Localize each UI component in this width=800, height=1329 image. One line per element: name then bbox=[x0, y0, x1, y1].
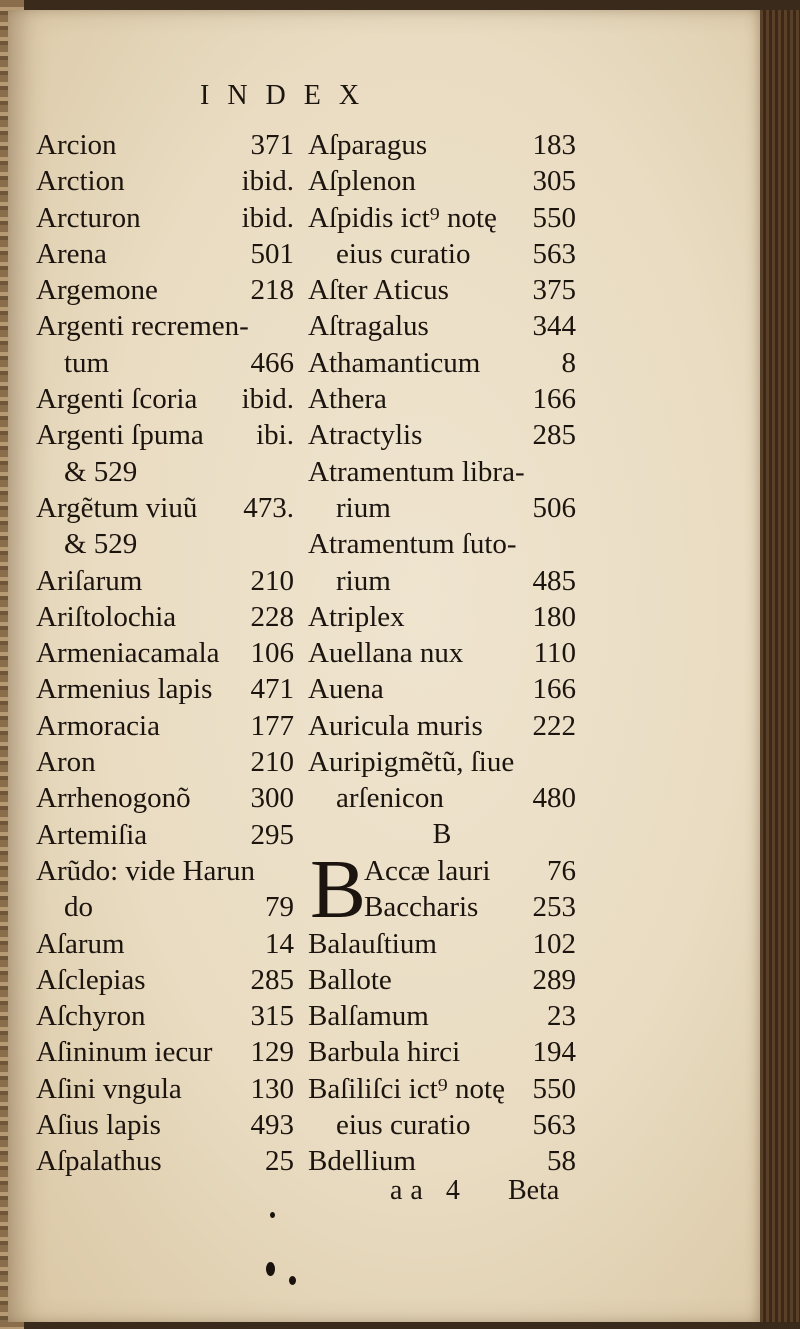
entry-name: Baſiliſci ict⁹ notę bbox=[308, 1072, 505, 1105]
entry-page: 222 bbox=[532, 709, 576, 742]
index-entry bbox=[36, 163, 294, 199]
entry-name: Aſchyron bbox=[36, 1000, 146, 1033]
entry-page: 466 bbox=[250, 346, 294, 379]
index-entry bbox=[308, 926, 576, 962]
index-entry bbox=[36, 1107, 294, 1143]
index-entry bbox=[308, 454, 576, 490]
index-entry bbox=[36, 417, 294, 453]
entry-name: Aſparagus bbox=[308, 129, 428, 161]
index-entry bbox=[36, 889, 294, 925]
entry-name: Armeniacamala bbox=[36, 637, 220, 670]
entry-name: tum bbox=[64, 346, 110, 379]
index-entry bbox=[308, 962, 576, 998]
entry-name: Accæ lauri bbox=[364, 854, 491, 887]
index-entry bbox=[36, 744, 294, 780]
entry-page: 129 bbox=[250, 1036, 294, 1069]
entry-name: Balauſtium bbox=[308, 927, 437, 960]
entry-name: Aſpidis ict⁹ notę bbox=[308, 201, 497, 234]
entry-name: Ballote bbox=[308, 963, 392, 996]
entry-page: 166 bbox=[532, 383, 576, 416]
index-entry bbox=[308, 163, 576, 199]
entry-page: ibi. bbox=[256, 419, 294, 452]
entry-name: Arcturon bbox=[36, 201, 141, 234]
index-entry bbox=[308, 236, 576, 272]
entry-page: 375 bbox=[532, 274, 576, 307]
entry-page: 8 bbox=[561, 346, 576, 379]
entry-page: 563 bbox=[532, 237, 576, 270]
entry-page: 289 bbox=[532, 963, 576, 996]
entry-page: 471 bbox=[250, 673, 294, 706]
index-entry bbox=[308, 345, 576, 381]
entry-name: Armenius lapis bbox=[36, 673, 213, 706]
entry-page: 58 bbox=[547, 1145, 576, 1178]
entry-name: Argẽtum viuũ bbox=[36, 491, 198, 524]
entry-name: Aſius lapis bbox=[36, 1109, 161, 1142]
entry-page: 130 bbox=[250, 1072, 294, 1105]
index-entry bbox=[36, 127, 294, 163]
index-entry bbox=[36, 272, 294, 308]
entry-name: Artemiſia bbox=[36, 818, 148, 851]
entry-name: & 529 bbox=[64, 455, 138, 488]
index-entry bbox=[364, 853, 576, 889]
entry-page: 285 bbox=[532, 419, 576, 452]
page-edges bbox=[760, 10, 800, 1322]
entry-page: 180 bbox=[532, 600, 576, 633]
entry-name: eius curatio bbox=[336, 237, 471, 270]
entry-page: 285 bbox=[250, 963, 294, 996]
entry-name: Baccharis bbox=[364, 891, 479, 924]
index-entry bbox=[308, 671, 576, 707]
index-entry bbox=[36, 926, 294, 962]
entry-name: Bdellium bbox=[308, 1145, 416, 1178]
index-entry bbox=[36, 1071, 294, 1107]
entry-name: Auellana nux bbox=[308, 637, 464, 670]
entry-name: Auripigmẽtũ, ſiue bbox=[308, 746, 515, 779]
entry-page: 506 bbox=[532, 491, 576, 524]
entry-page: 485 bbox=[532, 564, 576, 597]
entry-page: 177 bbox=[250, 709, 294, 742]
drop-capital: B bbox=[310, 842, 367, 936]
index-entry bbox=[308, 780, 576, 816]
entry-page: 315 bbox=[250, 1000, 294, 1033]
index-entry bbox=[36, 1034, 294, 1070]
index-entry bbox=[308, 1107, 576, 1143]
entry-name: Aſtragalus bbox=[308, 310, 429, 343]
entry-name: Argemone bbox=[36, 274, 158, 307]
index-entry bbox=[308, 381, 576, 417]
entry-name: Aſclepias bbox=[36, 963, 146, 996]
entry-page: 295 bbox=[250, 818, 294, 851]
entry-name: Auricula muris bbox=[308, 709, 483, 742]
entry-name: rium bbox=[336, 491, 391, 524]
entry-name: Aſarum bbox=[36, 927, 125, 960]
index-entry bbox=[36, 708, 294, 744]
entry-page: 550 bbox=[532, 201, 576, 234]
entry-name: Aron bbox=[36, 746, 96, 779]
entry-page: 253 bbox=[532, 891, 576, 924]
entry-page: ibid. bbox=[241, 383, 294, 416]
entry-name: Arena bbox=[36, 237, 107, 270]
index-entry bbox=[308, 490, 576, 526]
ink-spot bbox=[266, 1262, 275, 1276]
entry-page: 23 bbox=[547, 1000, 576, 1033]
index-entry bbox=[36, 200, 294, 236]
entry-page: 228 bbox=[250, 600, 294, 633]
entry-name: Armoracia bbox=[36, 709, 160, 742]
entry-page: 210 bbox=[250, 564, 294, 597]
index-entry bbox=[308, 998, 576, 1034]
entry-name: Athamanticum bbox=[308, 346, 481, 379]
entry-name: Ariſarum bbox=[36, 564, 143, 597]
entry-name: Arcion bbox=[36, 129, 117, 161]
entry-page: 210 bbox=[250, 746, 294, 779]
entry-name: Aſter Aticus bbox=[308, 274, 449, 307]
entries-a bbox=[308, 127, 576, 817]
entry-name: Arrhenogonõ bbox=[36, 782, 191, 815]
entry-name: arſenicon bbox=[336, 782, 444, 815]
entry-name: Barbula hirci bbox=[308, 1036, 461, 1069]
entry-page: 102 bbox=[532, 927, 576, 960]
entry-name: Atramentum libra- bbox=[308, 455, 525, 488]
index-entry bbox=[36, 1143, 294, 1179]
entry-page: 25 bbox=[265, 1145, 294, 1178]
entry-name: Aſininum iecur bbox=[36, 1036, 213, 1069]
index-entry bbox=[36, 817, 294, 853]
index-entry bbox=[36, 381, 294, 417]
entry-name: Aſini vngula bbox=[36, 1072, 182, 1105]
entry-name: Arũdo: vide Harun bbox=[36, 854, 256, 887]
index-entry bbox=[36, 308, 294, 344]
index-entry bbox=[308, 635, 576, 671]
index-entry bbox=[36, 599, 294, 635]
entry-page: 493 bbox=[250, 1109, 294, 1142]
entry-name: Aſpalathus bbox=[36, 1145, 162, 1178]
entry-name: & 529 bbox=[64, 528, 138, 561]
entry-page: 550 bbox=[532, 1072, 576, 1105]
index-entry bbox=[36, 998, 294, 1034]
index-column-left bbox=[36, 127, 294, 1180]
entry-name: do bbox=[64, 891, 93, 924]
index-entry bbox=[36, 490, 294, 526]
index-entry bbox=[36, 236, 294, 272]
index-entry bbox=[36, 635, 294, 671]
entry-name: rium bbox=[336, 564, 391, 597]
entry-page: 300 bbox=[250, 782, 294, 815]
entry-name: Balſamum bbox=[308, 1000, 429, 1033]
index-entry bbox=[308, 1034, 576, 1070]
index-entry bbox=[308, 308, 576, 344]
index-entry bbox=[308, 744, 576, 780]
entry-name: Argenti ſpuma bbox=[36, 419, 204, 452]
index-entry bbox=[308, 417, 576, 453]
signature-mark: aa 4 bbox=[390, 1175, 468, 1206]
entries-b bbox=[308, 926, 576, 1180]
index-entry bbox=[36, 454, 294, 490]
index-entry bbox=[308, 563, 576, 599]
index-entry bbox=[308, 526, 576, 562]
entry-name: Aſplenon bbox=[308, 165, 416, 198]
section-letter: B bbox=[432, 818, 452, 850]
entry-page: 480 bbox=[532, 782, 576, 815]
entry-name: Athera bbox=[308, 383, 387, 416]
entry-name: Auena bbox=[308, 673, 384, 706]
index-entry bbox=[36, 671, 294, 707]
entry-name: Atractylis bbox=[308, 419, 423, 452]
entry-page: ibid. bbox=[241, 165, 294, 198]
entry-name: Argenti recremen- bbox=[36, 310, 249, 343]
entry-page: 344 bbox=[532, 310, 576, 343]
entry-page: 106 bbox=[250, 637, 294, 670]
index-entry bbox=[36, 853, 294, 889]
index-entry bbox=[36, 563, 294, 599]
entry-page: 371 bbox=[250, 129, 294, 161]
entry-page: 166 bbox=[532, 673, 576, 706]
entry-name: Arction bbox=[36, 165, 125, 198]
entry-name: Atriplex bbox=[308, 600, 405, 633]
entry-page: 501 bbox=[250, 237, 294, 270]
ink-spot bbox=[270, 1212, 275, 1218]
index-entry bbox=[36, 526, 294, 562]
index-entry bbox=[308, 1071, 576, 1107]
index-entry bbox=[308, 708, 576, 744]
index-entry bbox=[308, 127, 576, 163]
entry-name: Atramentum ſuto- bbox=[308, 528, 517, 561]
index-entry bbox=[36, 962, 294, 998]
dropcap-block bbox=[308, 842, 576, 936]
entry-page: 563 bbox=[532, 1109, 576, 1142]
index-entry bbox=[364, 889, 576, 925]
index-entry bbox=[36, 780, 294, 816]
page-title: INDEX bbox=[200, 80, 378, 111]
index-column-right bbox=[308, 127, 576, 1180]
entry-name: Ariſtolochia bbox=[36, 600, 177, 633]
entry-page: 473. bbox=[243, 491, 294, 524]
index-entry bbox=[308, 599, 576, 635]
index-entry bbox=[308, 272, 576, 308]
entry-page: ibid. bbox=[241, 201, 294, 234]
entry-name: Argenti ſcoria bbox=[36, 383, 198, 416]
index-entry bbox=[308, 200, 576, 236]
entry-page: 305 bbox=[532, 165, 576, 198]
index-entry bbox=[36, 345, 294, 381]
entry-page: 110 bbox=[533, 637, 576, 670]
entry-page: 218 bbox=[250, 274, 294, 307]
ink-spot bbox=[289, 1276, 296, 1285]
entry-name: eius curatio bbox=[336, 1109, 471, 1142]
entry-page: 183 bbox=[532, 129, 576, 161]
entry-page: 79 bbox=[265, 891, 294, 924]
entry-page: 76 bbox=[547, 854, 576, 887]
entry-page: 194 bbox=[532, 1036, 576, 1069]
entry-page: 14 bbox=[265, 927, 294, 960]
catchword: Beta bbox=[508, 1175, 560, 1206]
